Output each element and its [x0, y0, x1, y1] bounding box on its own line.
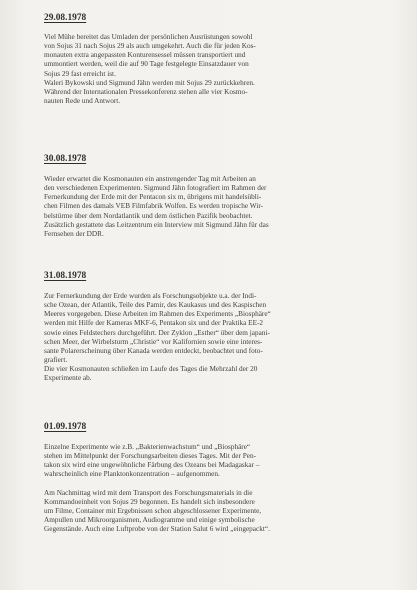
text-line: Wieder erwartet die Kosmonauten ein anstrengender Tag mit Arbeiten an	[44, 175, 256, 183]
text-line: von Sojus 31 nach Sojus 29 als auch umgekehrt. Auch die für jeden Kos-	[44, 42, 256, 51]
text-line: Zusätzlich gestattete das Leitzentrum ein Interview mit Sigmund Jähn für das	[44, 220, 269, 229]
text-line: stehen im Mittelpunkt der Forschungsarbeiten dieses Tages. Mit der Pen-	[44, 452, 256, 461]
text-line: Sojus 29 fast erreicht ist.	[44, 69, 116, 78]
text-line: Meeres vorgegeben. Diese Arbeiten im Rahmen des Experiments „Biosphäre“	[44, 310, 271, 319]
text-line: takon six wird eine ungewöhnliche Färbung des Ozeans bei Madagaskar –	[44, 461, 260, 470]
text-line: Experimente ab.	[44, 374, 92, 383]
text-line: sowie eines Feldstechers durchgeführt. Der Zyklon „Esther“ über dem japani-	[44, 328, 270, 337]
entry-1978-08-29	[44, 13, 406, 106]
text-line: Fernerkundung der Erde mit der Pentacon six m, übrigens mit handelsübli-	[44, 193, 262, 202]
entry-date: 30.08.1978	[44, 154, 87, 164]
entry-1978-09-01	[44, 422, 406, 534]
text-line: werden mit Hilfe der Kameras MKF-6, Pentakon six und der Praktika EE-2	[44, 319, 264, 328]
text-line: Einzelne Experimente wie z.B. „Bakterienwachstum“ und „Biosphäre“	[44, 443, 251, 451]
text-line: ummontiert werden, weil die auf 90 Tage festgelegte Einsatzdauer von	[44, 60, 249, 69]
entry-paragraph	[44, 489, 406, 535]
entry-paragraph	[44, 443, 406, 480]
text-line: Am Nachmittag wird mit dem Transport des Forschungsmaterials in die	[44, 488, 253, 497]
entry-date: 31.08.1978	[44, 271, 87, 281]
text-line: chen Filmen des damals VEB Filmfabrik Wolfen. Es werden tropische Wir-	[44, 202, 264, 211]
text-line: grafiert.	[44, 356, 68, 365]
entry-date: 29.08.1978	[44, 13, 87, 23]
text-line: den verschiedenen Experimenten. Sigmund Jähn fotografiert im Rahmen der	[44, 184, 267, 193]
text-line: Viel Mühe bereitet das Umladen der persönlichen Ausrüstungen sowohl	[44, 33, 253, 41]
text-line: schen Meer, der Wirbelsturm „Christie“ vor Kalifornien sowie eine interes-	[44, 337, 263, 346]
text-line: Fernsehen der DDR.	[44, 229, 104, 238]
entry-paragraph	[44, 292, 406, 384]
text-line: Gegenstände. Auch eine Luftprobe von der Station Salut 6 wird „eingepackt“.	[44, 525, 270, 534]
entry-paragraph	[44, 33, 406, 106]
text-line: monauten extra angepassten Konturensessel müssen transportiert und	[44, 51, 246, 60]
text-line: Kommandoeinheit von Sojus 29 begonnen. Es handelt sich insbesondere	[44, 497, 255, 506]
text-line: Waleri Bykowski und Sigmund Jähn werden mit Sojus 29 zurückkehren.	[44, 78, 255, 87]
entry-paragraph	[44, 175, 406, 239]
text-line: Zur Fernerkundung der Erde wurden als Forschungsobjekte u.a. der Indi-	[44, 292, 257, 300]
text-line: um Filme, Container mit Ergebnissen schon abgeschlossener Experimente,	[44, 506, 262, 515]
text-line: Ampullen und Mikroorganismen, Audiogramme und einige symbolische	[44, 516, 255, 525]
text-line: belstürme über dem Nordatlantik und dem östlichen Pazifik beobachtet.	[44, 211, 253, 220]
text-line: sche Ozean, der Atlantik, Teile des Pamir, des Kaukasus und des Kaspischen	[44, 301, 267, 310]
entry-date: 01.09.1978	[44, 422, 87, 432]
text-line: Während der Internationalen Pressekonferenz stehen alle vier Kosmo-	[44, 87, 248, 96]
text-line: wahrscheinlich eine Planktonkonzentration – aufgenommen.	[44, 470, 220, 479]
entry-1978-08-30	[44, 154, 406, 239]
text-line: Die vier Kosmonauten schließen im Laufe des Tages die Mehrzahl der 20	[44, 365, 258, 374]
text-line: sante Polarerscheinung über Kanada werden entdeckt, beobachtet und foto-	[44, 346, 263, 355]
entry-1978-08-31	[44, 271, 406, 384]
text-line: nauten Rede und Antwort.	[44, 97, 121, 106]
